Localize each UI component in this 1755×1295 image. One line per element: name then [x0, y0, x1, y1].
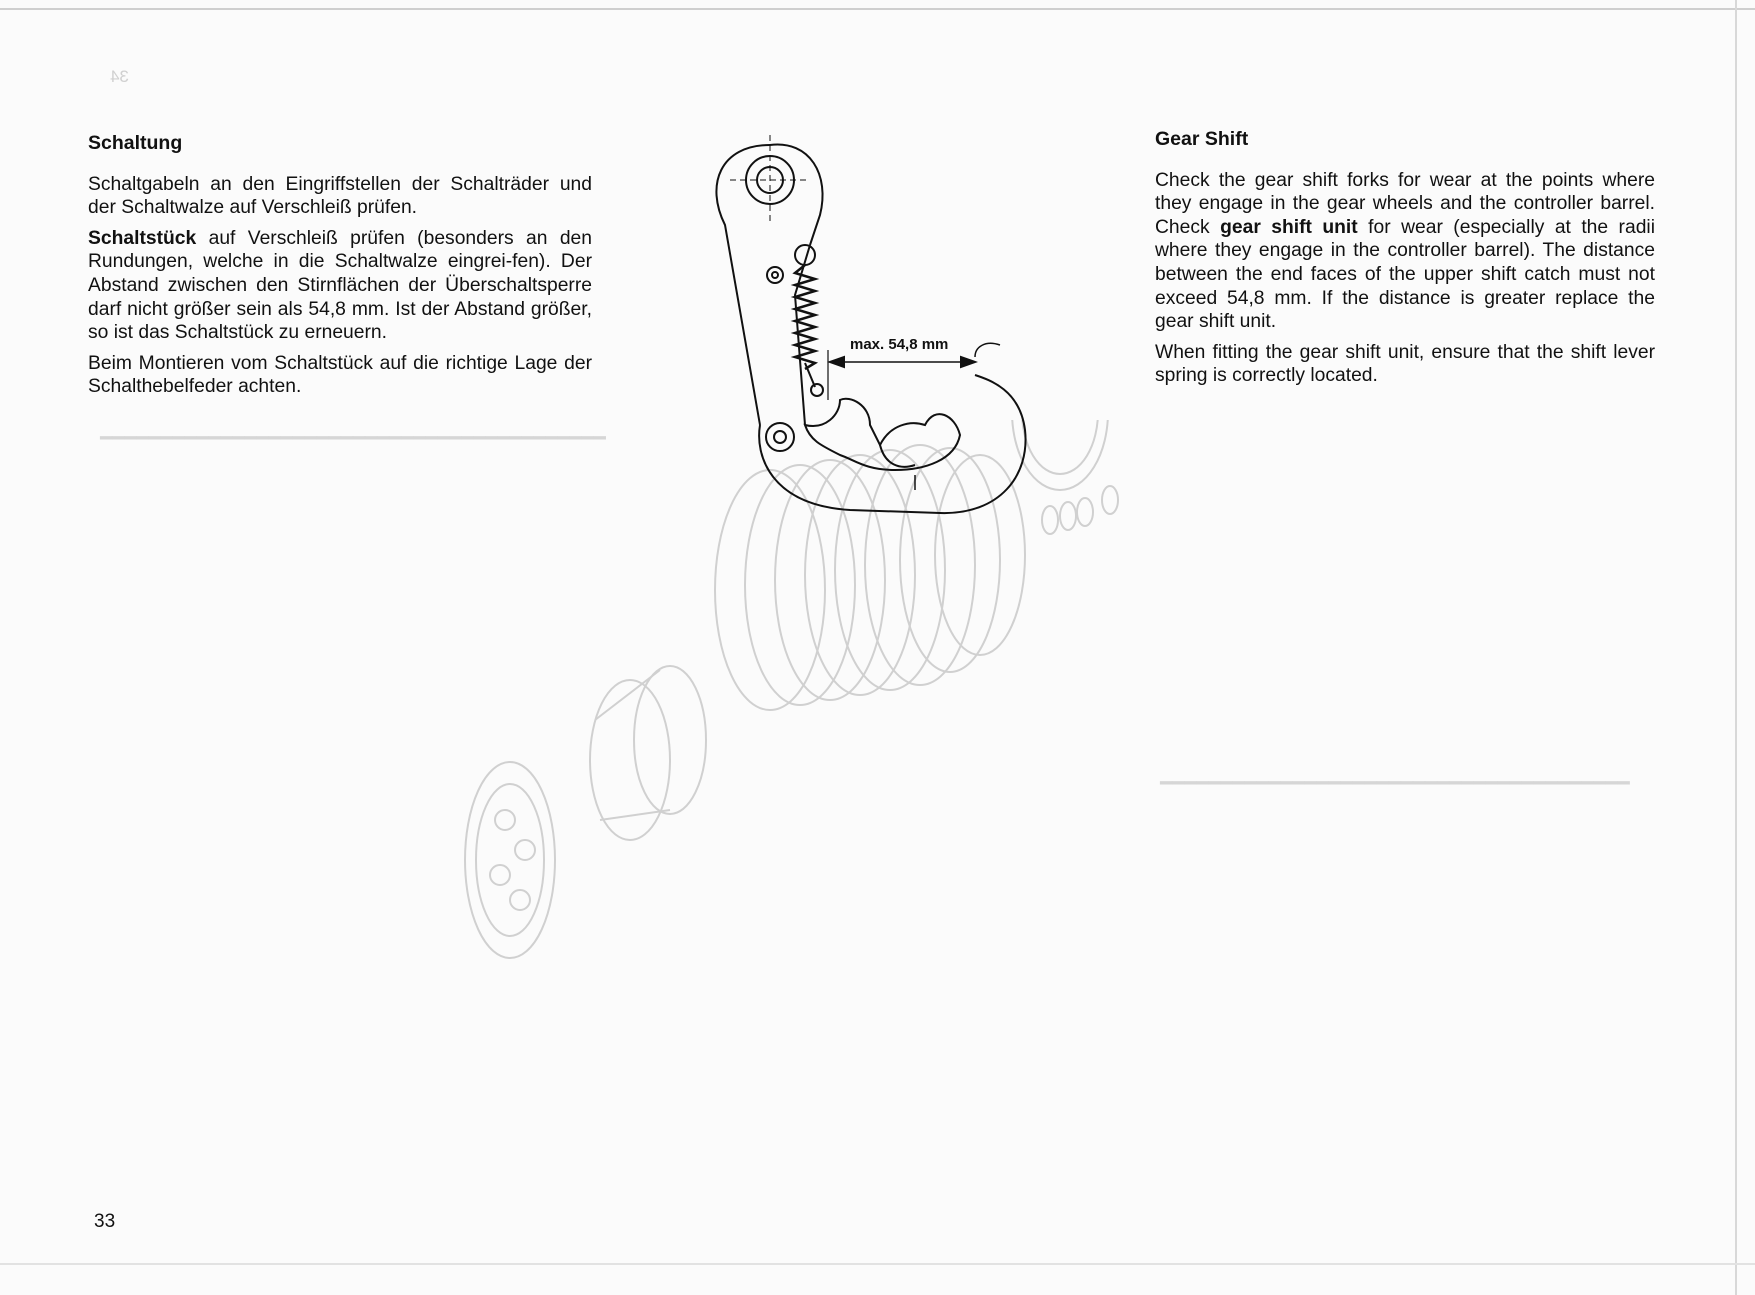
- page-top-edge: [0, 8, 1755, 10]
- page-bottom-edge: [0, 1263, 1755, 1265]
- english-text-column: [1155, 128, 1655, 395]
- german-paragraph-2-text: auf Verschleiß prüfen (besonders an den Rundungen, welche in die Schaltwalze eingrei-fen). Der Abstand zwischen den Stirnflächen der Überschaltsperre darf nicht größer sein als 54,8 mm. Ist der Abstand größer, so ist das Schaltstück zu erneuern.: [88, 227, 592, 344]
- english-heading: Gear Shift: [1155, 128, 1249, 150]
- dimension-label: max. 54,8 mm: [850, 336, 949, 353]
- page-right-edge: [1735, 0, 1737, 1295]
- german-text-column: [88, 132, 592, 406]
- german-paragraph-2: [88, 227, 592, 345]
- english-paragraph-1-end: for wear (especially at the radii where they engage in the controller barrel). The distance between the end faces of the upper shift catch must not exceed 54,8 mm. If the distance is greater replace the gear shift unit.: [1155, 216, 1655, 333]
- english-paragraph-1: [1155, 169, 1655, 334]
- german-paragraph-1: Schaltgabeln an den Eingriffstellen der Schalträder und der Schaltwalze auf Verschleiß prüfen.: [88, 173, 592, 219]
- bleed-through-text-right-1: ━━━━━━━━━━━━━━━━━━━━━━━━━━━━━━━━━━━━━━━: [1160, 771, 1630, 793]
- german-heading: Schaltung: [88, 132, 183, 154]
- german-paragraph-3: Beim Montieren vom Schaltstück auf die richtige Lage der Schalthebelfeder achten.: [88, 352, 592, 398]
- clutch-exploded-illustration: [430, 420, 1690, 980]
- english-paragraph-1-bold: gear shift unit: [1220, 216, 1358, 238]
- gear-shift-unit-diagram: [700, 125, 1060, 525]
- english-paragraph-1-start: Check the gear shift forks for wear at the points where they engage in the gear wheels and the controller barrel. Check: [1155, 169, 1655, 238]
- german-paragraph-2-bold: Schaltstück: [88, 227, 197, 249]
- bleed-through-page-number: 34: [110, 67, 129, 86]
- bleed-through-text-left-1: ━━━━━━━━━━━━━━━━━━━━━━━━━━━━━━━━━━━━━━━━━━: [100, 426, 606, 448]
- page-number: 33: [94, 1211, 116, 1232]
- english-paragraph-2: When fitting the gear shift unit, ensure that the shift lever spring is correctly located.: [1155, 341, 1655, 387]
